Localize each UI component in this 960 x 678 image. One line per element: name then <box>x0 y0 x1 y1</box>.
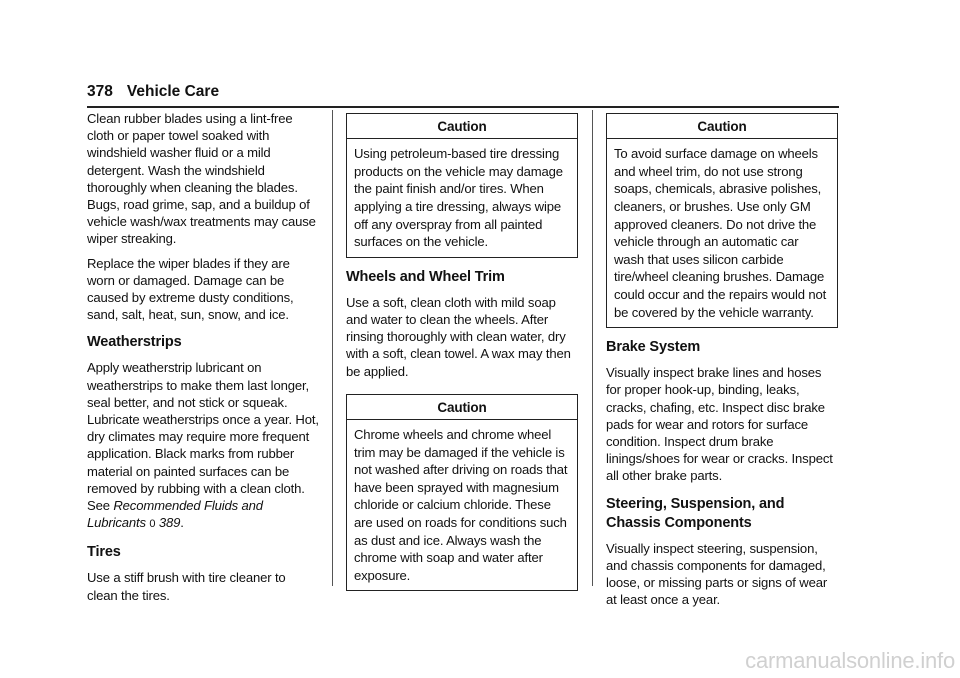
watermark: carmanualsonline.info <box>745 648 955 673</box>
fluids-lubricants-link[interactable] <box>87 498 263 530</box>
section-title: Vehicle Care <box>126 83 220 100</box>
caution-title: Caution <box>607 114 837 139</box>
fluids-lubricants-link-page: 389 <box>158 515 181 531</box>
weatherstrips-text: Apply weatherstrip lubricant on weatherstrips to make them last longer, seal better, and not stick or squeak. Lubricate weatherstrips once a year. Hot, dry climates may require more frequent application. Black marks from rubber material on painted surfaces can be removed by rubbing with a clean cloth. See <box>87 360 319 514</box>
caution-title: Caution <box>347 395 577 420</box>
tires-heading: Tires <box>87 544 121 561</box>
wiper-cleaning-paragraph: Clean rubber blades using a lint-free cloth or paper towel soaked with windshield washer fluid or a mild detergent. Wash the windshield thoroughly when cleaning the blades. Bugs, road grime, sap, and a buildup of vehicle wash/wax treatments may cause wiper streaking. <box>87 111 316 247</box>
wheels-heading: Wheels and Wheel Trim <box>346 268 505 285</box>
page-number: 378 <box>87 83 113 100</box>
caution-text: Using petroleum-based tire dressing products on the vehicle may damage the paint finish and/or tires. When applying a tire dressing, always wipe off any overspray from all painted surfaces on the vehicle. <box>354 146 563 250</box>
column-divider-1 <box>332 110 333 586</box>
caution-box-wheel-damage <box>606 113 838 328</box>
steering-suspension-heading: Steering, Suspension, and Chassis Components <box>606 495 785 531</box>
fluids-lubricants-link-text: Recommended Fluids and Lubricants <box>87 498 263 531</box>
weatherstrips-paragraph: Apply weatherstrip lubricant on weatherstrips to make them last longer, seal better, and not stick or squeak. Lubricate weatherstrips once a year. Hot, dry climates may require more frequent application. Black marks from rubber material on painted surfaces can be removed by rubbing with a clean cloth. See Recommended Fluids and Lubricants 0 389. <box>87 360 319 531</box>
brake-system-paragraph: Visually inspect brake lines and hoses for proper hook-up, binding, leaks, cracks, chafing, etc. Inspect disc brake pads for wear and rotors for surface condition. Inspect drum brake linings/shoes for wear or cracks. Inspect all other brake parts. <box>606 365 833 484</box>
column-divider-2 <box>592 110 593 586</box>
column-2 <box>346 110 578 601</box>
brake-system-heading: Brake System <box>606 339 701 356</box>
caution-box-tire-dressing <box>346 113 578 258</box>
column-3 <box>606 110 838 615</box>
page-header <box>87 82 839 108</box>
weatherstrips-heading: Weatherstrips <box>87 334 182 351</box>
wiper-replace-paragraph: Replace the wiper blades if they are worn or damaged. Damage can be caused by extreme dusty conditions, sand, salt, heat, sun, snow, and ice. <box>87 255 294 323</box>
caution-text: To avoid surface damage on wheels and wheel trim, do not use strong soaps, chemicals, abrasive polishes, cleaners, or brushes. Use only GM approved cleaners. Do not drive the vehicle through an automatic car wash that uses silicon carbide tire/wheel cleaning brushes. Damage could occur and the repairs would not be covered by the vehicle warranty. <box>614 146 827 320</box>
column-1 <box>87 110 319 611</box>
wheels-paragraph: Use a soft, clean cloth with mild soap and water to clean the wheels. After rinsing thoroughly with clean water, dry with a soft, clean towel. A wax may then be applied. <box>346 294 571 379</box>
caution-text: Chrome wheels and chrome wheel trim may be damaged if the vehicle is not washed after driving on roads that have been sprayed with magnesium chloride or calcium chloride. These are used on roads for conditions such as dust and ice. Always wash the chrome with soap and water after exposure. <box>354 426 568 583</box>
tires-paragraph: Use a stiff brush with tire cleaner to clean the tires. <box>87 570 286 603</box>
page-reference-arrow-icon: 0 <box>149 518 156 531</box>
caution-box-chrome-wheels <box>346 394 578 592</box>
steering-suspension-paragraph: Visually inspect steering, suspension, and chassis components for damaged, loose, or missing parts or signs of wear at least once a year. <box>606 540 828 608</box>
caution-title: Caution <box>347 114 577 139</box>
